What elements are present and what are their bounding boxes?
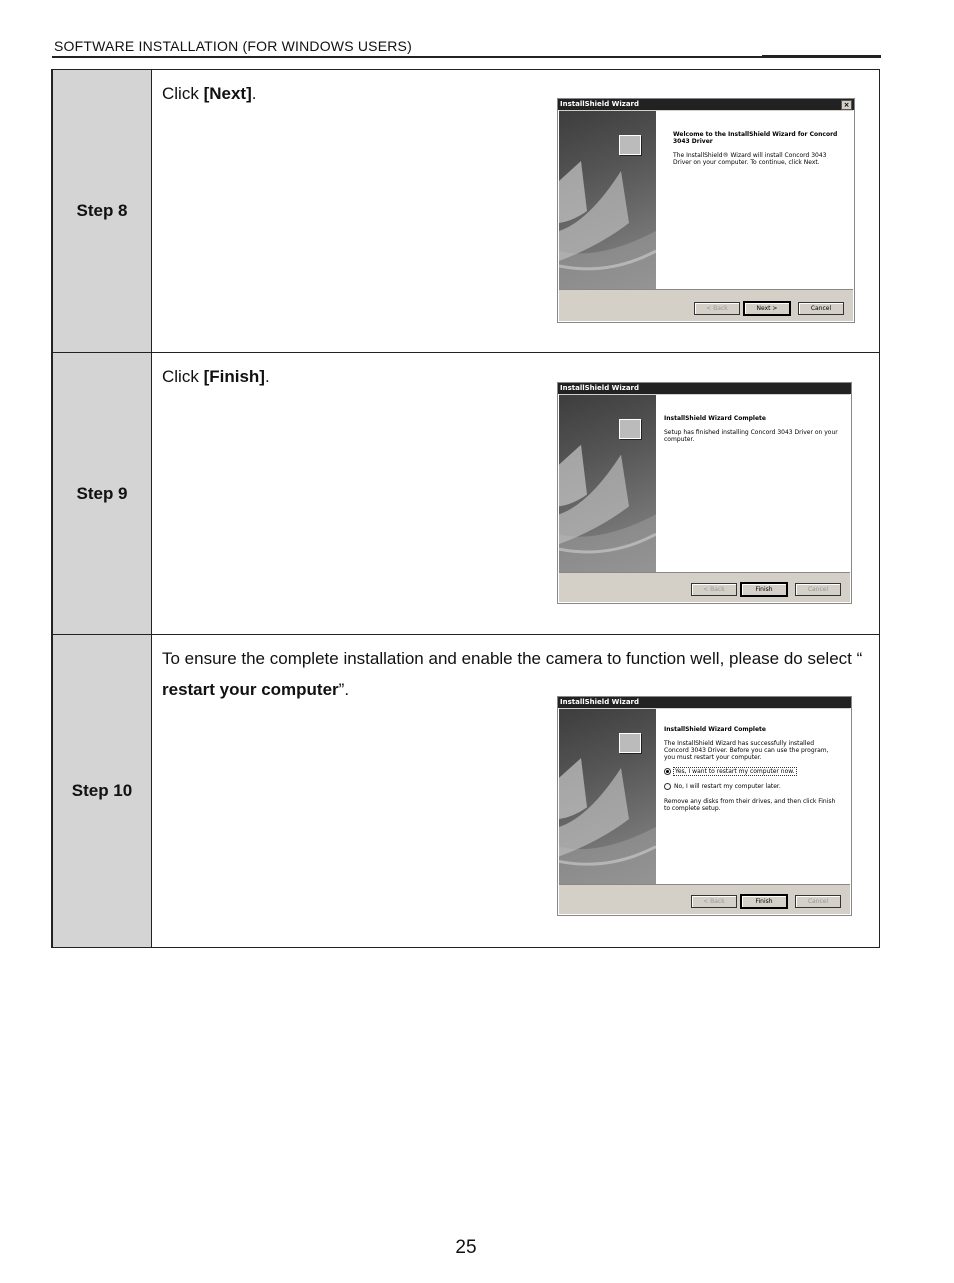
wizard-buttons: [691, 583, 841, 596]
restart-later-label[interactable]: No, I will restart my computer later.: [674, 783, 781, 790]
wizard-text: [664, 415, 840, 450]
wizard-body: The InstallShield Wizard has successfully installed Concord 3043 Driver. Before you can use the program, you must restart your computer.: [664, 740, 829, 761]
installshield-wizard-window: [557, 696, 852, 916]
wizard-heading: InstallShield Wizard Complete: [664, 726, 766, 733]
wizard-body: The InstallShield® Wizard will install Concord 3043 Driver on your computer. To continue, click Next.: [673, 152, 827, 166]
cancel-button[interactable]: Cancel: [798, 302, 844, 315]
installshield-logo-icon: [619, 419, 641, 439]
back-button[interactable]: < Back: [691, 583, 737, 596]
cancel-button[interactable]: Cancel: [795, 895, 841, 908]
wizard-title-bar: InstallShield Wizard: [558, 697, 851, 708]
finish-button[interactable]: Finish: [741, 895, 787, 908]
wizard-body: Setup has finished installing Concord 3043 Driver on your computer.: [664, 429, 838, 443]
button-reference: [Next]: [203, 84, 252, 103]
wizard-content: [559, 395, 850, 573]
restart-later-radio[interactable]: [664, 783, 840, 790]
back-button[interactable]: < Back: [694, 302, 740, 315]
restart-now-label[interactable]: Yes, I want to restart my computer now.: [675, 768, 795, 775]
radio-unselected-icon[interactable]: [664, 783, 671, 790]
header-rule: [52, 56, 881, 58]
close-icon[interactable]: ×: [841, 100, 852, 110]
step-instruction: Click [Next].: [162, 84, 257, 103]
wizard-heading: Welcome to the InstallShield Wizard for Concord 3043 Driver: [673, 131, 838, 145]
steps-table: [51, 69, 880, 948]
wizard-heading: InstallShield Wizard Complete: [664, 415, 766, 422]
step-row-8: [52, 70, 880, 353]
wizard-title-bar: InstallShield Wizard ×: [558, 99, 854, 110]
step-row-10: [52, 635, 880, 948]
step-body: [152, 70, 880, 353]
wizard-side-image: [559, 709, 656, 884]
next-button[interactable]: Next >: [744, 302, 790, 315]
button-reference: [Finish]: [203, 367, 265, 386]
step-instruction: To ensure the complete installation and enable the camera to function well, please do select “ restart your computer”.: [162, 649, 863, 699]
step-label: Step 8: [52, 70, 152, 353]
wizard-side-image: [559, 395, 656, 572]
page-number: 25: [455, 1237, 477, 1258]
cancel-button[interactable]: Cancel: [795, 583, 841, 596]
wizard-note: Remove any disks from their drives, and then click Finish to complete setup.: [664, 798, 836, 812]
header-rule-accent: [762, 55, 881, 58]
wizard-buttons: [691, 895, 841, 908]
option-reference: restart your computer: [162, 680, 339, 699]
wizard-title-bar: InstallShield Wizard: [558, 383, 851, 394]
installshield-wizard-window: [557, 382, 852, 604]
step-body: [152, 353, 880, 635]
wizard-buttons: [694, 302, 844, 315]
step-instruction: Click [Finish].: [162, 367, 270, 386]
radio-selected-icon[interactable]: [664, 768, 671, 775]
wizard-text: [664, 726, 840, 819]
page-header-title: SOFTWARE INSTALLATION (FOR WINDOWS USERS): [54, 38, 412, 54]
installshield-logo-icon: [619, 135, 641, 155]
wizard-side-image: [559, 111, 656, 289]
step-label: Step 10: [52, 635, 152, 948]
wizard-text: [673, 131, 843, 173]
step-row-9: [52, 353, 880, 635]
wizard-content: [559, 709, 850, 885]
step-label: Step 9: [52, 353, 152, 635]
back-button[interactable]: < Back: [691, 895, 737, 908]
installshield-wizard-window: [557, 98, 855, 323]
restart-now-radio[interactable]: [664, 768, 840, 775]
finish-button[interactable]: Finish: [741, 583, 787, 596]
step-body: [152, 635, 880, 948]
wizard-content: [559, 111, 853, 290]
installshield-logo-icon: [619, 733, 641, 753]
